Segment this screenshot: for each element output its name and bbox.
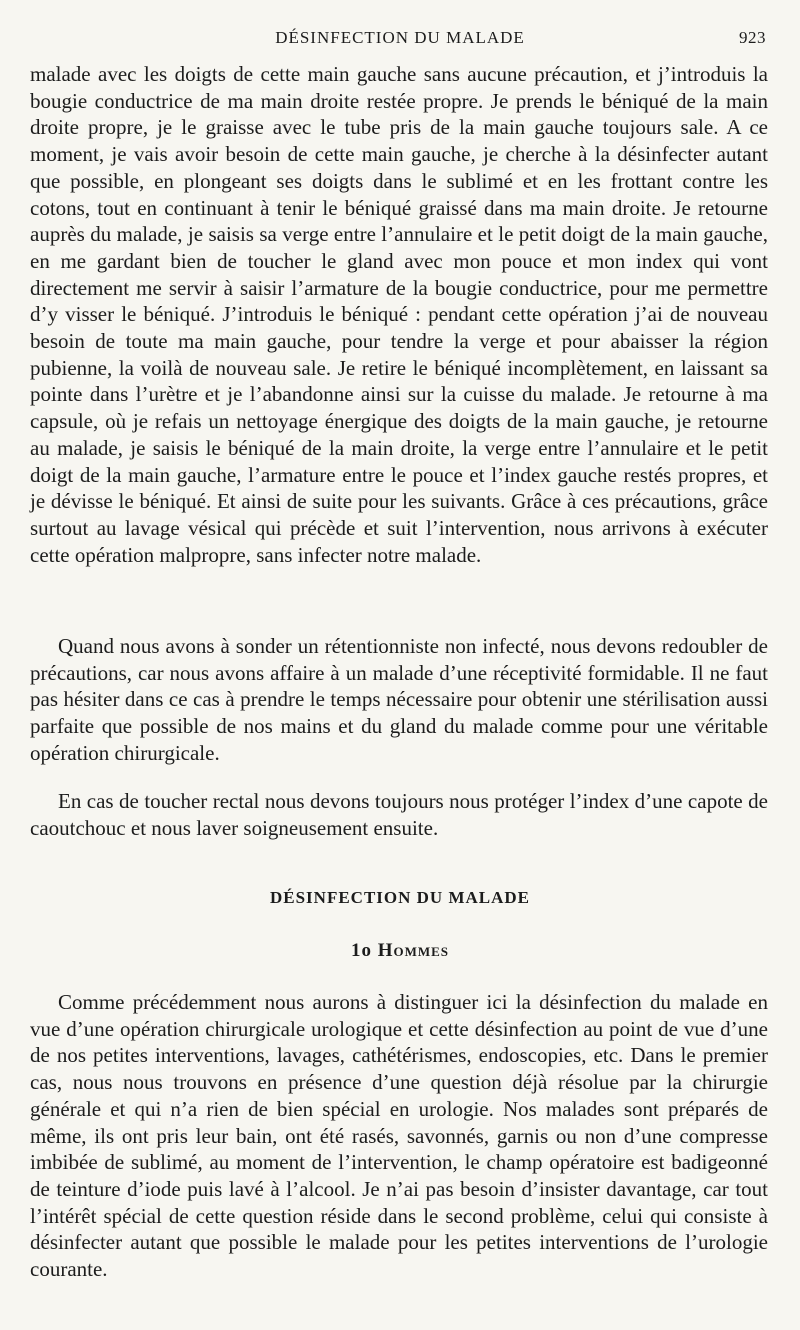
page-number: 923 bbox=[739, 28, 766, 47]
running-head bbox=[0, 28, 800, 52]
sub-heading bbox=[0, 940, 800, 962]
paragraph-rectal-exam: En cas de toucher rectal nous devons toujours nous protéger l’index d’une capote de caoutchouc et nous laver soigneusement ensuite. bbox=[30, 789, 768, 840]
paragraph-retention: Quand nous avons à sonder un rétentionniste non infecté, nous devons redoubler de précautions, car nous avons affaire à un malade d’une réceptivité formidable. Il ne faut pas hésiter dans ce cas à prendre le temps nécessaire pour obtenir une stérilisation aussi parfaite que possible de nos mains et du gland du malade comme pour une véritable opération chirurgicale. bbox=[30, 634, 768, 765]
sub-heading-number: 1o bbox=[350, 940, 372, 961]
sub-heading-word: Hommes bbox=[377, 940, 450, 961]
paragraph-men: Comme précédemment nous aurons à distinguer ici la désinfection du malade en vue d’une opération chirurgicale urologique et cette désinfection au point de vue d’une de nos petites interventions, lavages, cathétérismes, endoscopies, etc. Dans le premier cas, nous nous trouvons en présence d’une question déjà résolue par la chirurgie générale et qui n’a rien de bien spécial en urologie. Nos malades sont préparés de même, ils ont pris leur bain, ont été rasés, savonnés, garnis ou non d’une compresse imbibée de sublimé, au moment de l’intervention, le champ opératoire est badigeonné de teinture d’iode puis lavé à l’alcool. Je n’ai pas besoin d’insister davantage, car tout l’intérêt spécial de cette question réside dans le second problème, celui qui consiste à désinfecter autant que possible le malade pour les petites interventions de l’urologie courante. bbox=[30, 990, 768, 1282]
running-title: DÉSINFECTION DU MALADE bbox=[275, 28, 525, 47]
paragraph-continued: malade avec les doigts de cette main gauche sans aucune précaution, et j’introduis la bougie conductrice de ma main droite restée propre. Je prends le béniqué de la main droite propre, je le graisse avec le tube pris de la main gauche toujours sale. A ce moment, je vais avoir besoin de cette main gauche, je cherche à la désinfecter autant que possible, en plongeant ses doigts dans le sublimé et en les frottant contre les cotons, tout en continuant à tenir le béniqué graissé dans ma main droite. Je retourne auprès du malade, je saisis sa verge entre l’annulaire et le petit doigt de la main gauche, en me gardant bien de toucher le gland avec mon pouce et mon index qui vont directement me servir à saisir l’armature de la bougie conductrice, pour me permettre d’y visser le béniqué. J’introduis le béniqué : pendant cette opération j’ai de nouveau besoin de toute ma main gauche, pour tendre la verge et pour abaisser la région pubienne, la voilà de nouveau sale. Je retire le béniqué incomplètement, en laissant sa pointe dans l’urètre et je l’abandonne ainsi sur la cuisse du malade. Je retourne à ma capsule, où je refais un nettoyage énergique des doigts de la main gauche, je retourne au malade, je saisis le béniqué de la main droite, la verge entre l’annulaire et le petit doigt de la main gauche, l’armature entre le pouce et l’index gauche restés propres, et je dévisse le béniqué. Et ainsi de suite pour les suivants. Grâce à ces précautions, grâce surtout au lavage vésical qui précède et suit l’intervention, nous arrivons à exécuter cette opération malpropre, sans infecter notre malade. bbox=[30, 62, 768, 567]
section-heading: DÉSINFECTION DU MALADE bbox=[269, 888, 531, 907]
